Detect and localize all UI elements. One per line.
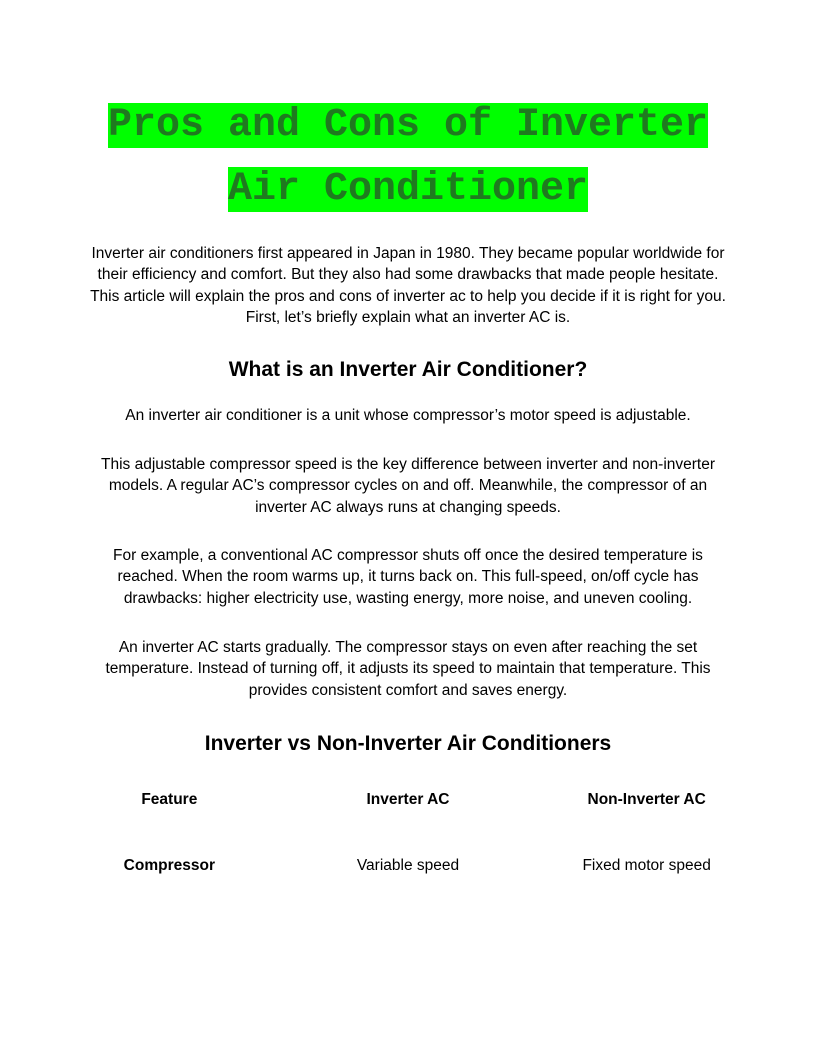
paragraph-inverter-start: An inverter AC starts gradually. The compressor stays on even after reaching the set temperature. Instead of turning off, it adjusts its speed to maintain that temperature. This provides consistent comfort and saves energy. — [105, 639, 711, 699]
paragraph-definition: An inverter air conditioner is a unit whose compressor’s motor speed is adjustable. — [125, 407, 691, 424]
section-heading-comparison: Inverter vs Non-Inverter Air Conditioners — [204, 732, 612, 755]
title-line-2: Air Conditioner — [227, 167, 589, 212]
table-cell-feature: Compressor — [123, 857, 215, 874]
page-title — [0, 94, 816, 222]
table-row — [50, 820, 766, 912]
paragraph-key-difference: This adjustable compressor speed is the key difference between inverter and non-inverter models. A regular AC’s compressor cycles on and off. Meanwhile, the compressor of an inverter AC always runs at changing speeds. — [100, 456, 716, 516]
intro-paragraph: Inverter air conditioners first appeared in Japan in 1980. They became popular worldwide for their efficiency and comfort. But they also had some drawbacks that made people hesitate. This article will explain the pros and cons of inverter ac to help you decide if it is right for you. First, let’s briefly explain what an inverter AC is. — [90, 245, 726, 326]
title-line-1: Pros and Cons of Inverter — [107, 103, 709, 148]
section-heading-what-is: What is an Inverter Air Conditioner? — [228, 358, 588, 381]
paragraph-example: For example, a conventional AC compressor shuts off once the desired temperature is reached. When the room warms up, it turns back on. This full-speed, on/off cycle has drawbacks: higher electricity use, wasting energy, more noise, and uneven cooling. — [113, 547, 703, 607]
table-cell-inverter: Variable speed — [356, 857, 460, 874]
comparison-table — [50, 780, 766, 912]
table-cell-non-inverter: Fixed motor speed — [582, 857, 711, 874]
table-header-row — [50, 780, 766, 820]
table-header-feature: Feature — [141, 791, 198, 808]
table-header-non-inverter: Non-Inverter AC — [587, 791, 706, 808]
table-header-inverter: Inverter AC — [366, 791, 450, 808]
